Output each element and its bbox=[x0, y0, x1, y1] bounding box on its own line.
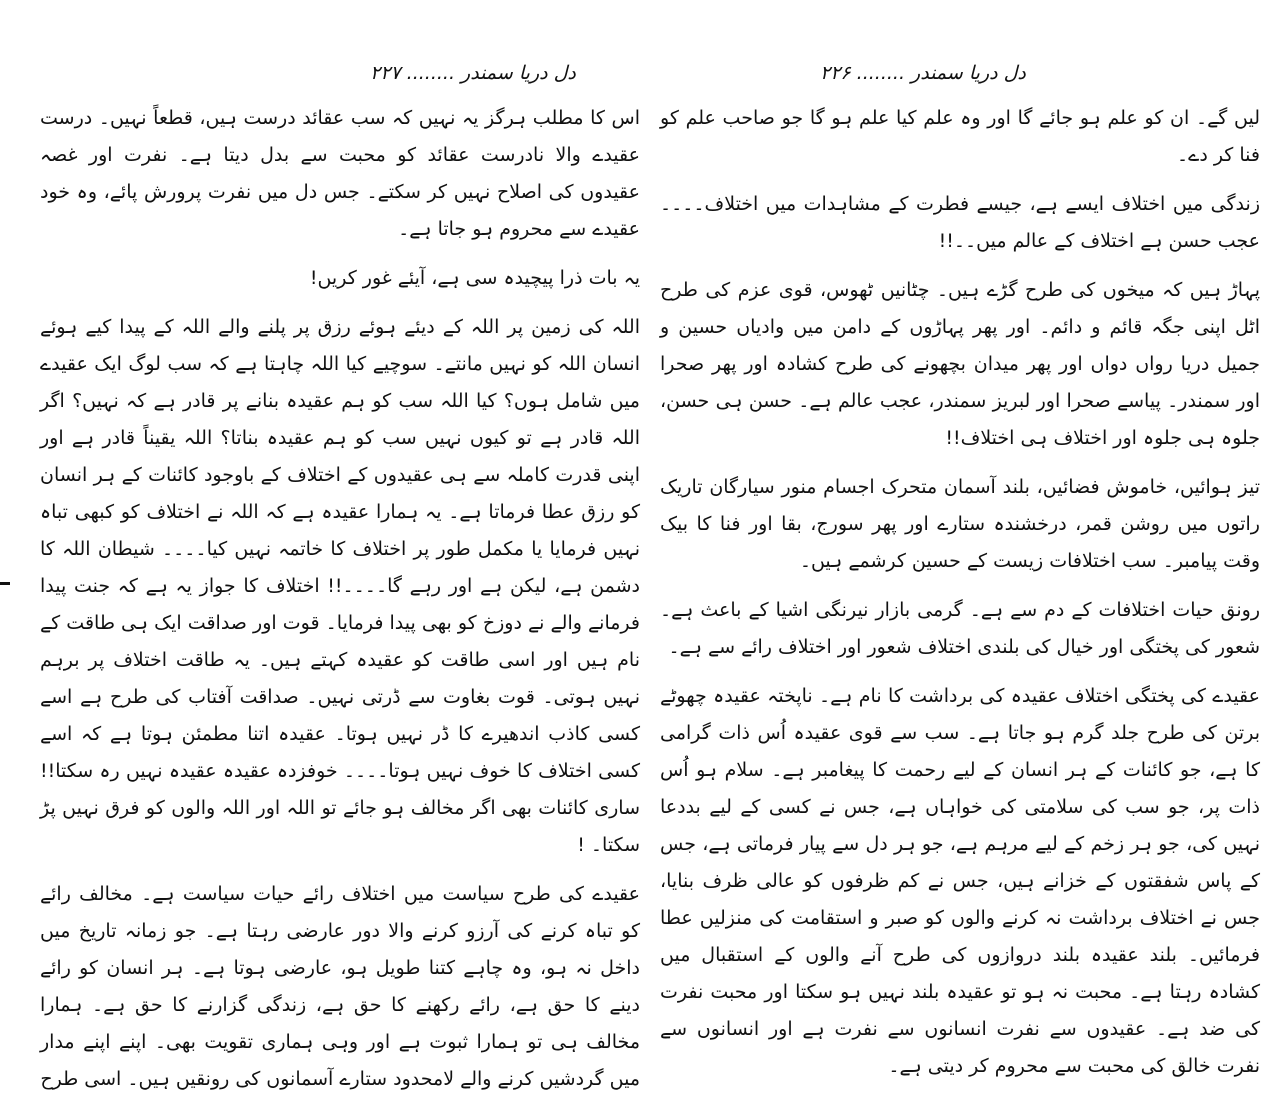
right-paragraph-4: تیز ہوائیں، خاموش فضائیں، بلند آسمان متحرک اجسام منور سیارگان تاریک راتوں میں روشن قمر، درخشندہ ستارے اور پھر سورج، بقا اور فنا کا بیک وقت پیامبر۔ سب اختلافات زیست کے حسین کرشمے ہیں۔ bbox=[660, 476, 1260, 572]
left-page bbox=[40, 40, 640, 1090]
right-paragraph-5: رونق حیات اختلافات کے دم سے ہے۔ گرمی بازار نیرنگی اشیا کے باعث ہے۔ شعور کی پختگی اور خیال کی بلندی اختلاف شعور اور اختلاف رائے سے ہے۔ bbox=[660, 599, 1260, 658]
right-header-title: دل دریا سمندر bbox=[911, 62, 1026, 84]
right-paragraph-6: عقیدے کی پختگی اختلاف عقیدہ کی برداشت کا نام ہے۔ ناپختہ عقیدہ چھوٹے برتن کی طرح جلد گرم ہو جاتا ہے۔ سب سے قوی عقیدہ اُس ذات گرامی کا ہے، جو کائنات کے ہر انسان کے لیے رحمت کا پیغامبر ہے۔ سلام ہو اُس ذات پر، جو سب کی سلامتی کی خواہاں ہے، جس نے کسی کے لیے بددعا نہیں کی، جو ہر زخم کے لیے مرہم ہے، جو ہر دل سے پیار فرماتی ہے، جس کے پاس شفقتوں کے خزانے ہیں، جس نے کم ظرفوں کو عالی ظرف بنایا، جس نے اختلاف برداشت نہ کرنے والوں کو صبر و استقامت کی منزلیں عطا فرمائیں۔ بلند عقیدہ بلند دروازوں کی طرح آنے والوں کے استقبال میں کشادہ رہتا ہے۔ محبت نہ ہو تو عقیدہ بلند نہیں ہو سکتا اور محبت نفرت کی ضد ہے۔ عقیدوں سے نفرت انسانوں سے نفرت ہے اور انسانوں سے نفرت خالق کی محبت سے محروم کر دیتی ہے۔ bbox=[660, 685, 1260, 1077]
right-header-dots: ........ bbox=[856, 62, 905, 84]
left-body-text bbox=[40, 100, 640, 1110]
left-paragraph-2: یہ بات ذرا پیچیدہ سی ہے، آیئے غور کریں! bbox=[309, 267, 640, 289]
left-page-number: ۲۲۷ bbox=[370, 62, 401, 84]
right-body-text bbox=[660, 100, 1260, 1097]
left-header-title: دل دریا سمندر bbox=[461, 62, 576, 84]
left-running-header bbox=[370, 62, 576, 84]
right-paragraph-2: زندگی میں اختلاف ایسے ہے، جیسے فطرت کے مشاہدات میں اختلاف۔۔۔۔ عجب حسن ہے اختلاف کے عالم میں۔۔!! bbox=[660, 193, 1260, 252]
left-paragraph-1: اس کا مطلب ہرگز یہ نہیں کہ سب عقائد درست ہیں، قطعاً نہیں۔ درست عقیدے والا نادرست عقائد کو محبت سے بدل دیتا ہے۔ نفرت اور غصہ عقیدوں کی اصلاح نہیں کر سکتے۔ جس دل میں نفرت پرورش پائے، وہ خود عقیدے سے محروم ہو جاتا ہے۔ bbox=[40, 107, 640, 240]
margin-mark bbox=[0, 582, 10, 585]
left-paragraph-4: عقیدے کی طرح سیاست میں اختلاف رائے حیات سیاست ہے۔ مخالف رائے کو تباہ کرنے کی آرزو کرنے والا دور عارضی رہتا ہے۔ جو زمانہ تاریخ میں داخل نہ ہو، وہ چاہے کتنا طویل ہو، عارضی ہوتا ہے۔ ہر انسان کو رائے دینے کا حق ہے، رائے رکھنے کا حق ہے، زندگی گزارنے کا حق ہے۔ ہمارا مخالف ہی تو ہمارا ثبوت ہے اور وہی ہماری تقویت بھی۔ اپنے اپنے مدار میں گردشیں کرنے والے لامحدود ستارے آسمانوں کی رونقیں ہیں۔ اسی طرح bbox=[40, 883, 640, 1090]
left-paragraph-3: اللہ کی زمین پر اللہ کے دیئے ہوئے رزق پر پلنے والے اللہ کے پیدا کیے ہوئے انسان اللہ کو نہیں مانتے۔ سوچیے کیا اللہ چاہتا ہے کہ سب لوگ ایک عقیدے میں شامل ہوں؟ کیا اللہ سب کو ہم عقیدہ بنانے پر قادر ہے کہ نہیں؟ اگر اللہ قادر ہے تو کیوں نہیں سب کو ہم عقیدہ بناتا؟ اللہ یقیناً قادر ہے اور اپنی قدرت کاملہ سے ہی عقیدوں کے اختلاف کے باوجود کائنات کے ہر انسان کو رزق عطا فرماتا ہے۔ یہ ہمارا عقیدہ ہے کہ اللہ نے اختلاف کو کبھی تباہ نہیں فرمایا یا مکمل طور پر اختلاف کا خاتمہ نہیں کیا۔۔۔۔ شیطان اللہ کا دشمن ہے، لیکن ہے اور رہے گا۔۔۔۔!! اختلاف کا جواز یہ ہے کہ جنت پیدا فرمانے والے نے دوزخ کو بھی پیدا فرمایا۔ قوت اور صداقت ایک ہی طاقت کے نام ہیں اور اسی طاقت کو عقیدہ کہتے ہیں۔ یہ طاقت اختلاف پر برہم نہیں ہوتی۔ قوت بغاوت سے ڈرتی نہیں۔ صداقت آفتاب کی طرح ہے اسے کسی کاذب اندھیرے کا ڈر نہیں ہوتا۔ عقیدہ اتنا مطمئن ہوتا ہے کہ اسے کسی اختلاف کا خوف نہیں ہوتا۔۔۔۔ خوفزدہ عقیدہ عقیدہ نہیں رہ سکتا!! ساری کائنات بھی اگر مخالف ہو جائے تو اللہ اور اللہ والوں کو فرق نہیں پڑ سکتا۔ ! bbox=[40, 316, 640, 856]
right-paragraph-1: لیں گے۔ ان کو علم ہو جائے گا اور وہ علم کیا علم ہو گا جو صاحب علم کو فنا کر دے۔ bbox=[660, 107, 1260, 166]
left-header-dots: ........ bbox=[406, 62, 455, 84]
right-page-number: ۲۲۶ bbox=[820, 62, 851, 84]
right-page bbox=[660, 40, 1260, 1077]
right-running-header bbox=[820, 62, 1026, 84]
right-paragraph-3: پہاڑ ہیں کہ میخوں کی طرح گڑے ہیں۔ چٹانیں ٹھوس، قوی عزم کی طرح اٹل اپنی جگہ قائم و دائم۔ اور پھر پہاڑوں کے دامن میں وادیاں حسین و جمیل دریا رواں دواں اور پھر میدان بچھونے کی طرح کشادہ اور پھر صحرا اور سمندر۔ پیاسے صحرا اور لبریز سمندر، عجب عالم ہے۔ حسن ہی حسن، جلوہ ہی جلوہ اور اختلاف ہی اختلاف!! bbox=[660, 279, 1260, 449]
